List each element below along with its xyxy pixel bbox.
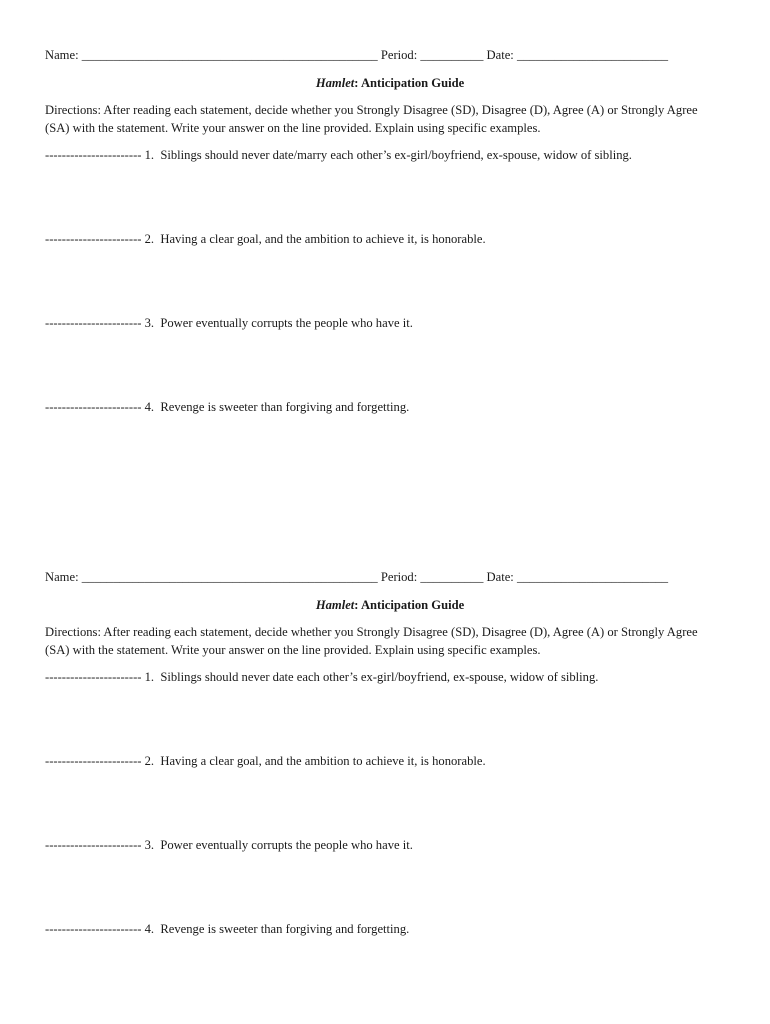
period-blank: __________ [420, 570, 484, 584]
statement-number: 3. [144, 316, 155, 330]
answer-line: ----------------------- [45, 400, 142, 414]
statement-number: 2. [144, 754, 155, 768]
statement-text: Siblings should never date each other’s ex-girl/boyfriend, ex-spouse, widow of sibling. [160, 670, 599, 684]
date-blank: ________________________ [516, 48, 669, 62]
worksheet-title [45, 597, 735, 613]
statement-text: Having a clear goal, and the ambition to achieve it, is honorable. [160, 754, 486, 768]
statement-text: Siblings should never date/marry each other’s ex-girl/boyfriend, ex-spouse, widow of sibling. [160, 148, 632, 162]
period-label: Period: [380, 48, 418, 62]
statement-text: Having a clear goal, and the ambition to achieve it, is honorable. [160, 232, 486, 246]
statement-3 [45, 315, 735, 331]
answer-line: ----------------------- [45, 670, 142, 684]
statement-number: 4. [144, 400, 155, 414]
answer-line: ----------------------- [45, 316, 142, 330]
statement-text: Power eventually corrupts the people who have it. [160, 316, 413, 330]
title-play-name: Hamlet [315, 76, 355, 90]
date-blank: ________________________ [516, 570, 669, 584]
statement-4 [45, 399, 735, 415]
title-play-name: Hamlet [315, 598, 355, 612]
statement-number: 1. [144, 148, 155, 162]
student-info-line [45, 47, 735, 63]
statement-text: Revenge is sweeter than forgiving and forgetting. [160, 400, 410, 414]
title-rest: : Anticipation Guide [354, 598, 465, 612]
answer-line: ----------------------- [45, 148, 142, 162]
worksheet-copy-1 [45, 47, 735, 415]
answer-line: ----------------------- [45, 232, 142, 246]
title-rest: : Anticipation Guide [354, 76, 465, 90]
statement-number: 2. [144, 232, 155, 246]
answer-line: ----------------------- [45, 754, 142, 768]
answer-line: ----------------------- [45, 838, 142, 852]
student-info-line [45, 569, 735, 585]
date-label: Date: [486, 48, 514, 62]
statement-3 [45, 837, 735, 853]
statement-2 [45, 231, 735, 247]
period-blank: __________ [420, 48, 484, 62]
statement-number: 3. [144, 838, 155, 852]
statement-number: 1. [144, 670, 155, 684]
date-label: Date: [486, 570, 514, 584]
statement-1 [45, 147, 735, 163]
answer-line: ----------------------- [45, 922, 142, 936]
statement-4 [45, 921, 735, 937]
statement-2 [45, 753, 735, 769]
worksheet-copy-2 [45, 569, 735, 937]
statement-1 [45, 669, 735, 685]
name-label: Name: [45, 570, 79, 584]
name-blank: _______________________________________________ [81, 570, 378, 584]
statement-number: 4. [144, 922, 155, 936]
worksheet-title [45, 75, 735, 91]
name-label: Name: [45, 48, 79, 62]
name-blank: _______________________________________________ [81, 48, 378, 62]
directions: Directions: After reading each statement, decide whether you Strongly Disagree (SD), Disagree (D), Agree (A) or Strongly Agree (SA) with the statement. Write your answer on the line provided. Explain using specific examples. [45, 103, 698, 135]
statement-text: Power eventually corrupts the people who have it. [160, 838, 413, 852]
period-label: Period: [380, 570, 418, 584]
statement-text: Revenge is sweeter than forgiving and forgetting. [160, 922, 410, 936]
directions: Directions: After reading each statement, decide whether you Strongly Disagree (SD), Disagree (D), Agree (A) or Strongly Agree (SA) with the statement. Write your answer on the line provided. Explain using specific examples. [45, 625, 698, 657]
